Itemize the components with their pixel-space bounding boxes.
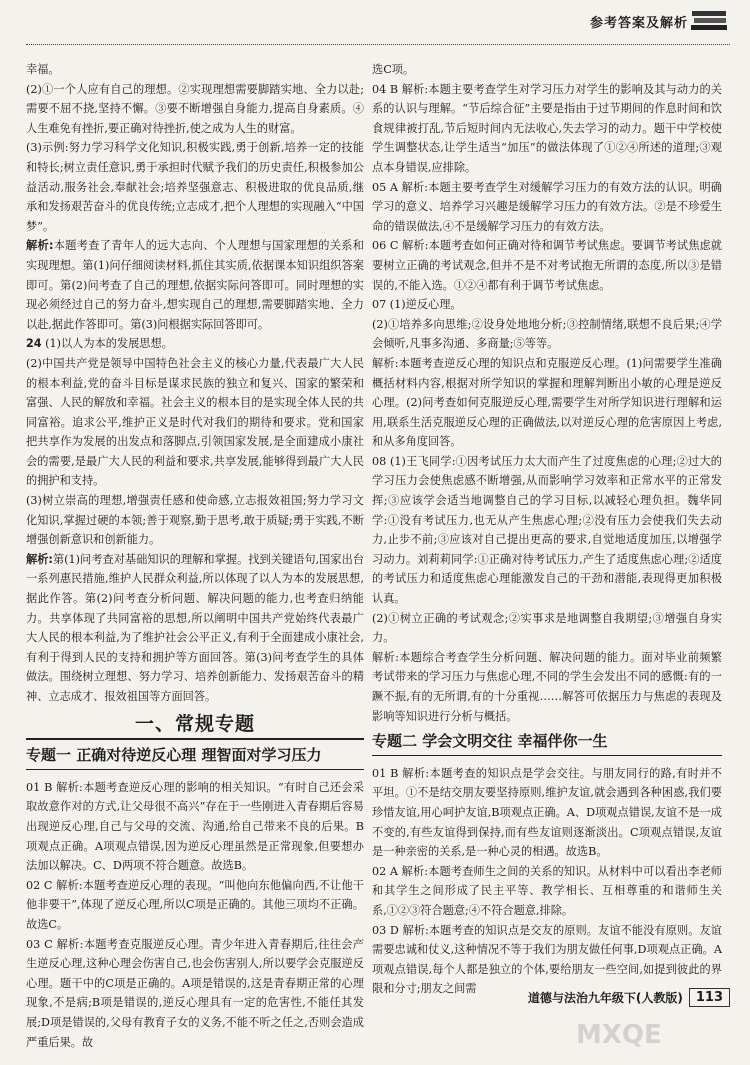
topic-heading: 专题一 正确对待逆反心理 理智面对学习压力 — [26, 746, 364, 770]
paragraph: (2)①培养多向思维;②设身处地地分析;③控制情绪,联想不良后果;④学会倾听,凡事多沟通、多商量;⑤等等。 — [372, 317, 722, 351]
answer-item: 02 A 解析:本题考查师生之间的关系的知识。从材料中可以看出李老师和其学生之间形成了民主平等、教学相长、互相尊重的和谐师生关系,①②③符合题意;④不符合题意,排除。 — [372, 864, 722, 917]
paragraph: (3)树立崇高的理想,增强责任感和使命感,立志报效祖国;努力学习文化知识,掌握过硬的本领;善于观察,勤于思考,敢于质疑;勇于实践,不断增强创新意识和创新能力。 — [26, 494, 364, 547]
header-divider — [26, 44, 730, 45]
paragraph: (2)①一个人应有自己的理想。②实现理想需要脚踏实地、全力以赴;需要不屈不挠,坚持不懈。③要不断增强自身能力,提高自身素质。④人生难免有挫折,要正确对待挫折,使之成为人生的财富。 — [26, 82, 364, 135]
question-number: 24 — [26, 337, 42, 351]
answer-item: 02 C 解析:本题考查逆反心理的表现。“叫他向东他偏向西,不让他干他非要干”,体现了逆反心理,所以C项是正确的。其他三项均不正确。故选C。 — [26, 878, 364, 931]
answer-item: 08 (1)王飞同学:①因考试压力太大而产生了过度焦虑的心理;②过大的学习压力会使焦虑感不断增强,从而影响学习效率和正常水平的正常发挥;③应该学会适当地调整自己的学习目标,以减轻心理负担。魏华同学:①没有考试压力,也无从产生焦虑心理;②没有压力会使我们失去动力,止步不前;③应该对自己提出更高的要求,自觉地适度加压,以增强学习动力。刘莉莉同学:①正确对待考试压力,产生了适度焦虑心理;②适度的考试压力和适度焦虑心理能激发自己的干劲和潜能,表现得更加积极认真。 — [372, 454, 722, 606]
paragraph: 幸福。 — [26, 63, 60, 76]
question-24: 24 (1)以人为本的发展思想。 — [26, 337, 173, 351]
paragraph: (2)中国共产党是领导中国特色社会主义的核心力量,代表最广大人民的根本利益,党的奋斗目标是谋求民族的独立和复兴、国家的繁荣和富强、人民的解放和幸福。社会主义的根本目的是实现全体人民的共同富裕。追求公平,维护正义是时代对我们的期待和要求。党和国家把共享作为发展的出发点和落脚点,引领国家发展,是全面建成小康社会的需要,是最广大人民的利益和要求,共享发展,能够得到最广大人民的拥护和支持。 — [26, 356, 364, 488]
analysis-paragraph: 解析:本题考查了青年人的远大志向、个人理想与国家理想的关系和实现理想。第(1)问仔细阅读材料,抓住其实质,依据课本知识组织答案即可。第(2)问考查了自己的理想,依据实际问答即可。同时理想的实现必须经过自己的努力奋斗,想实现自己的理想,需要脚踏实地、全力以赴,据此作答即可。第(3)问根据实际回答即可。 — [26, 239, 364, 331]
answer-item: 04 B 解析:本题主要考查学生对学习压力对学生的影响及其与动力的关系的认识与理解。“节后综合征”主要是指由于过节期间的作息时间和饮食规律被打乱,节后短时间内无法收心,失去学习的动力。题干中学校使学生调整状态,让学生适当“加压”的做法体现了①②④所述的道理;③观点本身错误,应排除。 — [372, 82, 722, 174]
paragraph: (2)①树立正确的考试观念;②实事求是地调整自我期望;③增强自身实力。 — [372, 611, 722, 645]
answer-item: 01 B 解析:本题考查的知识点是学会交往。与朋友同行的路,有时并不平坦。①不是结交朋友要坚持原则,维护友谊,就会遇到各种困惑,我们要珍惜友谊,用心呵护友谊,B项观点正确。A、D项观点错误,友谊不是一成不变的,有些友谊得到保持,而有些友谊则逐渐淡出。C项观点错误,友谊是一种亲密的关系,是一种心灵的相遇。故选B。 — [372, 766, 722, 859]
svg-text:MXQE: MXQE — [576, 1020, 662, 1050]
books-icon — [690, 8, 730, 34]
book-title: 道德与法治九年级下(人教版) — [527, 991, 683, 1005]
right-column — [372, 60, 722, 999]
answer-item: 03 D 解析:本题考查的知识点是交友的原则。友谊不能没有原则。友谊需要忠诚和仗义,这种情况不等于我们为朋友做任何事,D项观点正确。A项观点错误,每个人都是独立的个体,要给朋友一些空间,如提到彼此的界限和分寸;朋友之间需 — [372, 923, 722, 996]
answer-item: 03 C 解析:本题考查克服逆反心理。青少年进入青春期后,往往会产生逆反心理,这种心理会伤害自己,也会伤害别人,所以要学会克服逆反心理。题干中的C项是正确的。A项是错误的,这是青春期正常的心理现象,不是病;B项是错误的,逆反心理具有一定的危害性,不能任其发展;D项是错误的,父母有教育子女的义务,不能不听之任之,否则会造成严重后果。故 — [26, 937, 364, 1049]
page-number: 113 — [689, 988, 730, 1007]
page-footer — [528, 988, 730, 1007]
analysis-paragraph: 解析:本题考查逆反心理的知识点和克服逆反心理。(1)问需要学生准确概括材料内容,根据对所学知识的掌握和理解判断出小敏的心理是逆反心理。(2)问考查如何克服逆反心理,需要学生对所学知识进行理解和运用,联系生活克服逆反心理的正确做法,以对逆反心理的危害原因上考虑,和从多角度回答。 — [372, 356, 722, 449]
answer-item: 06 C 解析:本题考查如何正确对待和调节考试焦虑。要调节考试焦虑就要树立正确的考试观念,但并不是不对考试抱无所谓的态度,所以③是错误的,不能入选。①②④都有利于调节考试焦虑。 — [372, 239, 722, 292]
analysis-label: 解析: — [26, 552, 53, 566]
left-column — [26, 60, 364, 1052]
page-header — [0, 0, 750, 58]
section-heading: 一、常规专题 — [26, 715, 364, 741]
paragraph: 选C项。 — [372, 63, 415, 76]
analysis-paragraph: 解析:本题综合考查学生分析问题、解决问题的能力。面对毕业前频繁考试带来的学习压力与焦虑心理,不同的学生会发出不同的感慨:有的一蹶不振,有的无所谓,有的十分重视……解答可依据压力与焦虑的表现及影响等知识进行分析与概括。 — [372, 650, 722, 723]
paragraph: (3)示例:努力学习科学文化知识,积极实践,勇于创新,培养一定的技能和特长;树立责任意识,勇于承担时代赋予我们的历史责任,积极参加公益活动,服务社会,奉献社会;培养坚强意志、积极进取的优良品质,继承和发扬艰苦奋斗的优良传统;立志成才,把个人理想的实现融入“中国梦”。 — [26, 141, 364, 233]
answer-item: 05 A 解析:本题主要考查学生对缓解学习压力的有效方法的认识。明确学习的意义、培养学习兴趣是缓解学习压力的有效方法。②是不珍爱生命的错误做法,④不是缓解学习压力的有效方法。 — [372, 180, 722, 233]
answer-item: 07 (1)逆反心理。 — [372, 298, 462, 312]
analysis-paragraph: 解析:第(1)问考查对基础知识的理解和掌握。找到关键语句,国家出台一系列惠民措施,维护人民群众利益,所以体现了以人为本的发展思想,据此作答。第(2)问考查分析问题、解决问题的能力,也考查归纳能力。共享体现了共同富裕的思想,所以阐明中国共产党始终代表最广大人民的根本利益,为了维护社会公平正义,有利于全面建成小康社会,有利于得到人民的支持和拥护等方面回答。第(3)问考查学生的具体做法。围绕树立理想、努力学习、培养创新能力、发扬艰苦奋斗的精神、立志成才、报效祖国等方面回答。 — [26, 552, 365, 703]
header-title: 参考答案及解析 — [589, 16, 688, 31]
answer-item: 01 B 解析:本题考查逆反心理的影响的相关知识。“有时自己还会采取故意作对的方式,让父母很不高兴”存在于一些刚进入青春期后容易出现逆反心理,自己与父母的交流、沟通,给自己带来不良的后果。B项观点正确。A项观点错误,因为逆反心理虽然是正常现象,但要想办法加以解决。C、D两项不符合题意。故选B。 — [26, 780, 364, 873]
analysis-label: 解析: — [26, 239, 54, 253]
watermark-logo-icon — [572, 1015, 722, 1051]
topic-heading: 专题二 学会文明交往 幸福伴你一生 — [372, 732, 722, 756]
